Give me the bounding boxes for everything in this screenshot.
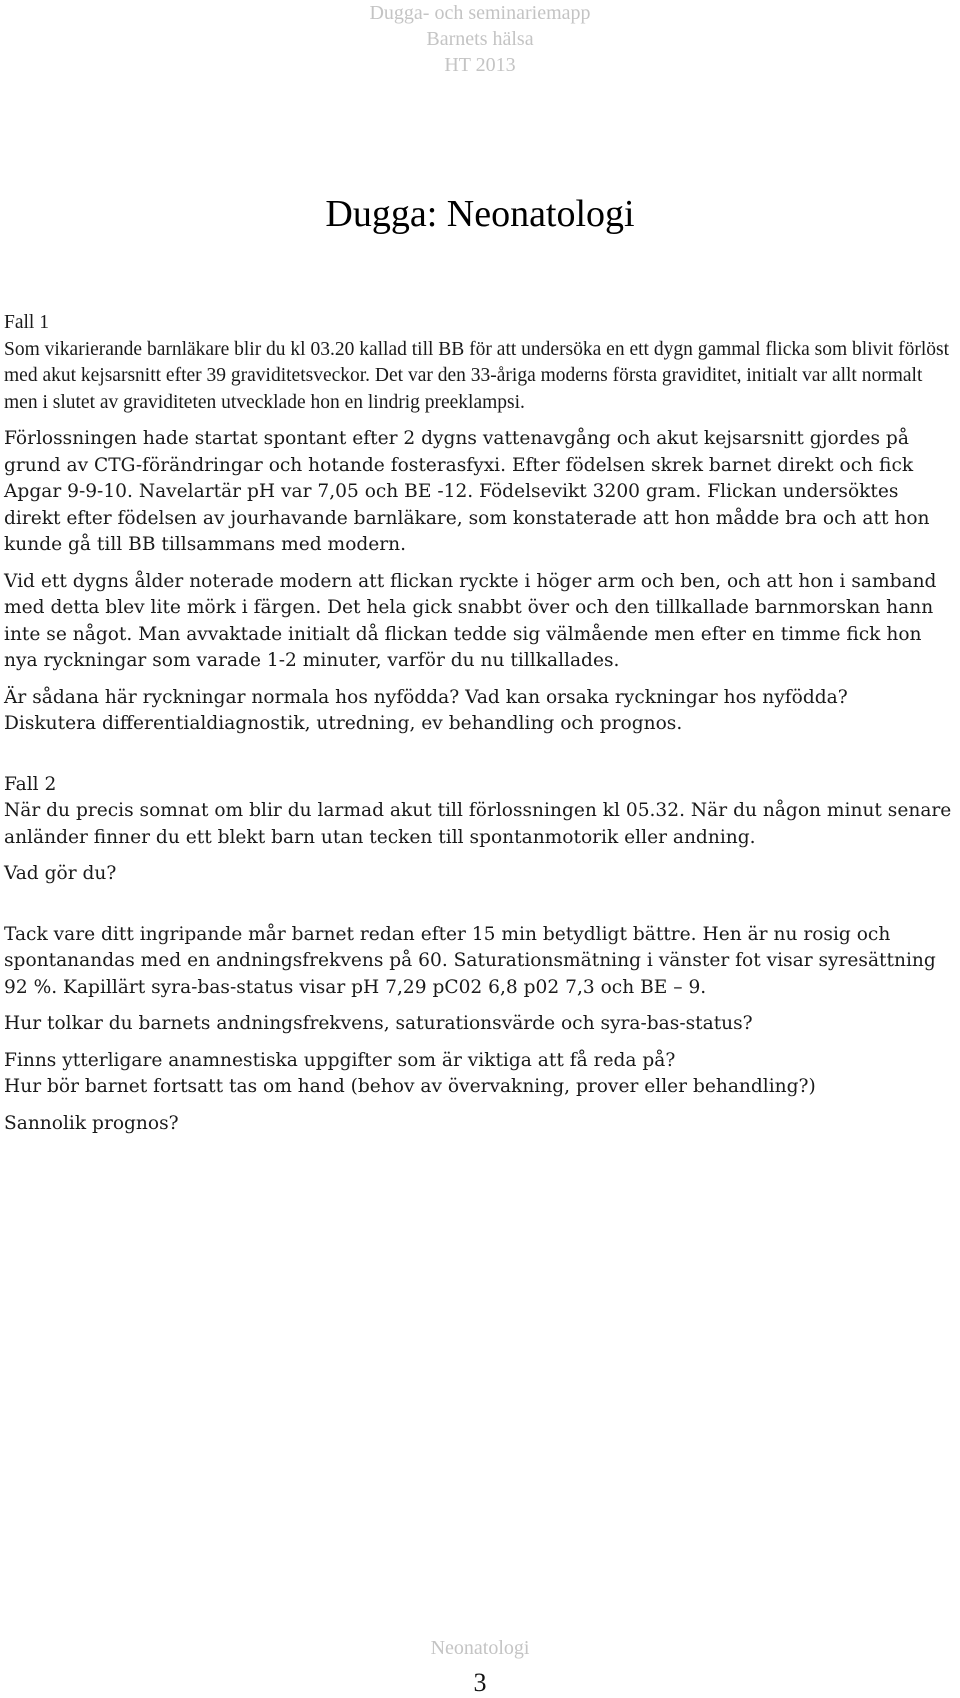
fall1-intro-paragraph: Som vikarierande barnläkare blir du kl 03.20 kallad till BB för att undersöka en ett dygn gammal flicka som blivit förlöst med akut kejsarsnitt efter 39 graviditetsveckor. Det var den 33-åriga moderns första graviditet, initialt var allt normalt men i slutet av graviditeten utvecklade hon en lindrig preeklampsi. (4, 338, 949, 413)
fall2-question-1: Vad gör du? (4, 863, 117, 884)
fall2-question-2: Hur tolkar du barnets andningsfrekvens, saturationsvärde och syra-bas-status? (4, 1013, 753, 1034)
fall1-seizure-paragraph: Vid ett dygns ålder noterade modern att flickan ryckte i höger arm och ben, och att hon i samband med detta blev lite mörk i färgen. Det hela gick snabbt över och den tillkallade barnmorskan hann inte se något. Man avvaktade initialt då flickan tedde sig välmående men efter en timme fick hon nya ryckningar som varade 1-2 minuter, varför du nu tillkallades. (4, 570, 937, 671)
fall1-delivery-paragraph: Förlossningen hade startat spontant efter 2 dygns vattenavgång och akut kejsarsnitt gjordes på grund av CTG-förändringar och hotande fosterasfyxi. Efter födelsen skrek barnet direkt och fick Apgar 9-9-10. Navelartär pH var 7,05 och BE -12. Födelsevikt 3200 gram. Flickan undersöktes direkt efter födelsen av jourhavande barnläkare, som konstaterade att hon mådde bra och att hon kunde gå till BB tillsammans med modern. (4, 428, 930, 555)
page-number: 3 (473, 1668, 487, 1697)
fall1-question-1: Är sådana här ryckningar normala hos nyfödda? Vad kan orsaka ryckningar hos nyfödda? (4, 686, 848, 708)
fall1-question-2: Diskutera differentialdiagnostik, utredning, ev behandling och prognos. (4, 713, 683, 734)
header-course-line: Dugga- och seminariemapp (369, 2, 591, 24)
fall2-question-4: Hur bör barnet fortsatt tas om hand (behov av övervakning, prover eller behandling?) (4, 1076, 816, 1097)
page-footer-label: Neonatologi (430, 1637, 530, 1659)
header-subject-line: Barnets hälsa (426, 28, 534, 50)
page-header (0, 0, 960, 78)
fall2-intro-paragraph: När du precis somnat om blir du larmad akut till förlossningen kl 05.32. När du någon minut senare anländer finner du ett blekt barn utan tecken till spontanmotorik eller andning. (4, 800, 952, 848)
header-term-line: HT 2013 (444, 54, 516, 76)
fall1-heading: Fall 1 (4, 312, 49, 333)
document-body (4, 310, 954, 1137)
document-title: Dugga: Neonatologi (325, 193, 635, 235)
fall2-heading: Fall 2 (4, 773, 57, 795)
fall2-question-5: Sannolik prognos? (4, 1112, 179, 1134)
fall2-question-3: Finns ytterligare anamnestiska uppgifter som är viktiga att få reda på? (4, 1049, 676, 1071)
fall2-recovery-paragraph: Tack vare ditt ingripande mår barnet redan efter 15 min betydligt bättre. Hen är nu rosig och spontanandas med en andningsfrekvens på 60. Saturationsmätning i vänster fot visar syresättning 92 %. Kapillärt syra-bas-status visar pH 7,29 pC02 6,8 p02 7,3 och BE – 9. (4, 923, 936, 998)
